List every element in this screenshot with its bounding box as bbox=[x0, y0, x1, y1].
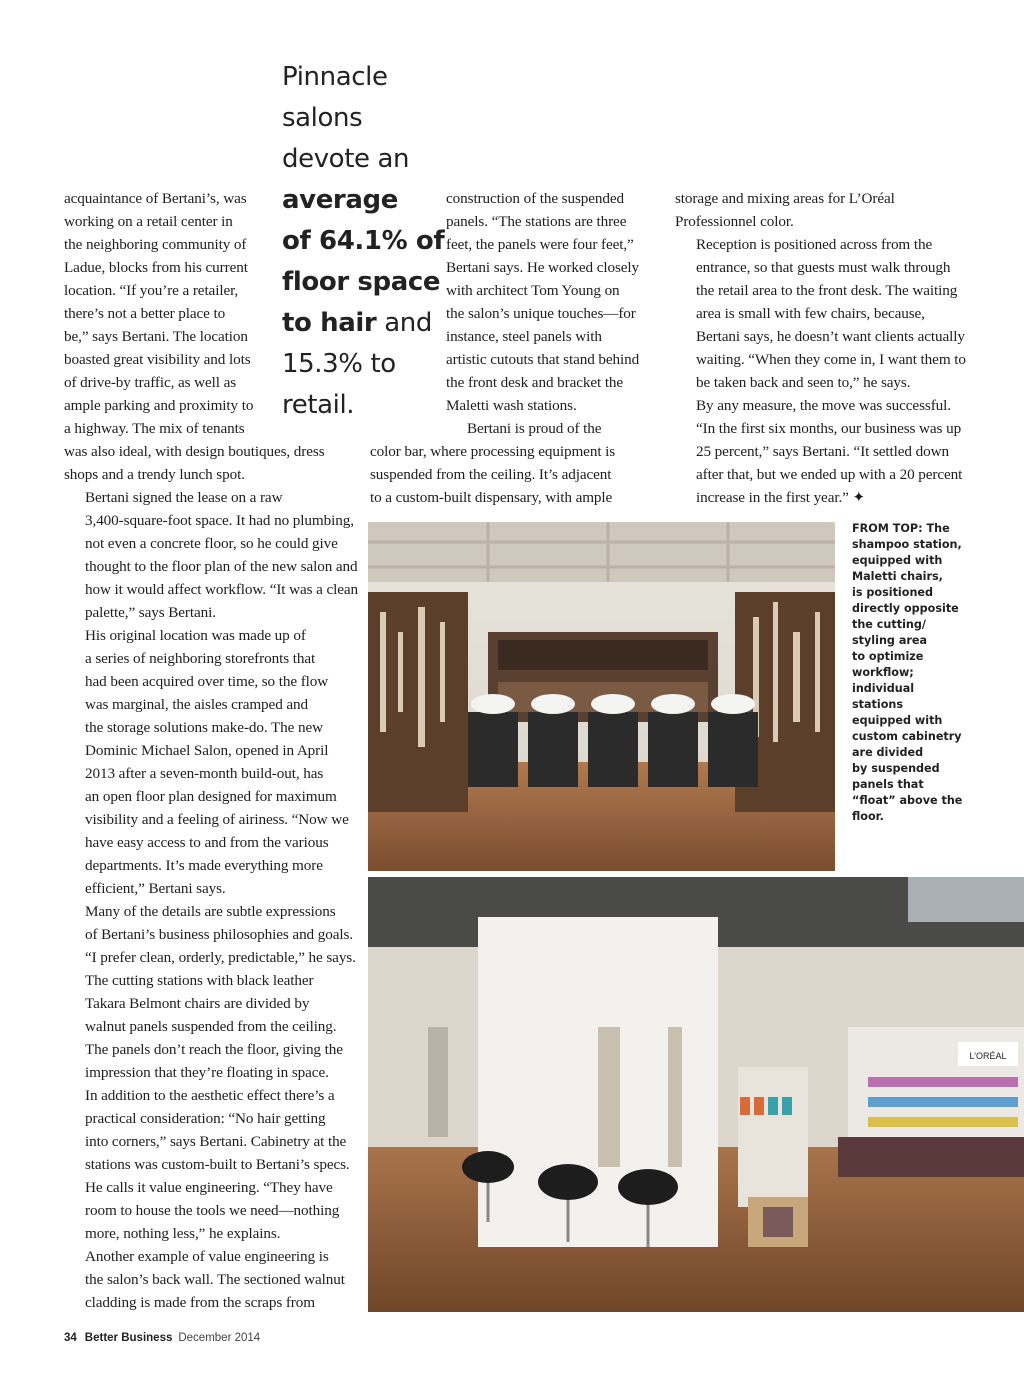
text-line: room to house the tools we need—nothing bbox=[85, 1202, 340, 1219]
pull-quote-emphasis: to hair bbox=[282, 308, 377, 338]
text-line: with architect Tom Young on bbox=[446, 282, 620, 299]
text-line: acquaintance of Bertani’s, was bbox=[64, 190, 247, 207]
text-line: feet, the panels were four feet,” bbox=[446, 236, 634, 253]
text-line: the salon’s back wall. The sectioned walnut bbox=[85, 1271, 345, 1288]
text-line: His original location was made up of bbox=[85, 627, 306, 644]
text-line: Dominic Michael Salon, opened in April bbox=[85, 742, 329, 759]
text-line: to a custom-built dispensary, with ample bbox=[370, 489, 613, 506]
text-line: an open floor plan designed for maximum bbox=[85, 788, 337, 805]
text-line: had been acquired over time, so the flow bbox=[85, 673, 329, 690]
text-line: color bar, where processing equipment is bbox=[370, 443, 616, 460]
caption-line: shampoo station, bbox=[852, 538, 962, 551]
paragraph bbox=[675, 233, 970, 394]
text-line: The cutting stations with black leather bbox=[85, 972, 314, 989]
text-line: there’s not a better place to bbox=[64, 305, 226, 322]
pull-quote-emphasis: average bbox=[282, 185, 398, 215]
text-line: into corners,” says Bertani. Cabinetry at the bbox=[85, 1133, 347, 1150]
text-line: Reception is positioned across from the bbox=[696, 236, 933, 253]
pull-quote-line: retail. bbox=[282, 390, 355, 420]
text-line: Many of the details are subtle expressions bbox=[85, 903, 336, 920]
text-line: be taken back and seen to,” he says. bbox=[696, 374, 911, 391]
text-line: 2013 after a seven-month build-out, has bbox=[85, 765, 324, 782]
text-line: storage and mixing areas for L’Oréal bbox=[675, 190, 895, 207]
text-line: Bertani signed the lease on a raw bbox=[85, 489, 283, 506]
salon-interior-photo bbox=[368, 877, 1024, 1312]
paragraph bbox=[64, 624, 354, 900]
text-line: Maletti wash stations. bbox=[446, 397, 577, 414]
text-line: 3,400-square-foot space. It had no plumbing, bbox=[85, 512, 354, 529]
text-line: after that, but we ended up with a 20 percent bbox=[696, 466, 963, 483]
caption-line: FROM TOP: The bbox=[852, 522, 950, 535]
text-line: “I prefer clean, orderly, predictable,” he says. bbox=[85, 949, 356, 966]
text-line: departments. It’s made everything more bbox=[85, 857, 323, 874]
paragraph bbox=[64, 1245, 354, 1314]
caption-line: floor. bbox=[852, 810, 884, 823]
pull-quote-line: salons bbox=[282, 103, 363, 133]
text-line: ample parking and proximity to bbox=[64, 397, 254, 414]
pull-quote-text: and bbox=[376, 308, 432, 338]
text-line: 25 percent,” says Bertani. “It settled down bbox=[696, 443, 949, 460]
caption-line: individual bbox=[852, 682, 915, 695]
text-line: impression that they’re floating in space. bbox=[85, 1064, 329, 1081]
text-line: the front desk and bracket the bbox=[446, 374, 624, 391]
text-line: location. “If you’re a retailer, bbox=[64, 282, 239, 299]
text-line: of Bertani’s business philosophies and goals. bbox=[85, 926, 354, 943]
paragraph bbox=[370, 187, 660, 509]
caption-line: stations bbox=[852, 698, 904, 711]
pull-quote-line: 15.3% to bbox=[282, 349, 396, 379]
text-line: shops and a trendy lunch spot. bbox=[64, 466, 245, 483]
text-line: the retail area to the front desk. The waiting bbox=[696, 282, 958, 299]
caption-line: equipped with bbox=[852, 554, 943, 567]
paragraph bbox=[64, 969, 354, 1245]
text-line: efficient,” Bertani says. bbox=[85, 880, 226, 897]
text-line: In addition to the aesthetic effect there’s a bbox=[85, 1087, 335, 1104]
loreal-sign: L’ORÉAL bbox=[969, 1051, 1007, 1061]
text-line: be,” says Bertani. The location bbox=[64, 328, 248, 345]
caption-line: “float” above the bbox=[852, 794, 963, 807]
text-line: He calls it value engineering. “They have bbox=[85, 1179, 333, 1196]
text-line: boasted great visibility and lots bbox=[64, 351, 251, 368]
caption-line: are divided bbox=[852, 746, 924, 759]
text-line: practical consideration: “No hair getting bbox=[85, 1110, 326, 1127]
text-line: was marginal, the aisles cramped and bbox=[85, 696, 309, 713]
text-line: a series of neighboring storefronts that bbox=[85, 650, 316, 667]
text-line: thought to the floor plan of the new salon and bbox=[85, 558, 358, 575]
caption-line: is positioned bbox=[852, 586, 934, 599]
text-line: working on a retail center in bbox=[64, 213, 233, 230]
text-line: increase in the first year.” ✦ bbox=[696, 489, 866, 506]
caption-line: styling area bbox=[852, 634, 928, 647]
caption-line: custom cabinetry bbox=[852, 730, 962, 743]
page-footer bbox=[64, 1332, 260, 1344]
text-line: Professionnel color. bbox=[675, 213, 794, 230]
caption-line: equipped with bbox=[852, 714, 943, 727]
text-line: the storage solutions make-do. The new bbox=[85, 719, 324, 736]
text-line: palette,” says Bertani. bbox=[85, 604, 216, 621]
caption-line: by suspended bbox=[852, 762, 940, 775]
text-line: Bertani says. He worked closely bbox=[446, 259, 640, 276]
text-line: of drive-by traffic, as well as bbox=[64, 374, 237, 391]
caption-line: directly opposite bbox=[852, 602, 959, 615]
text-line: waiting. “When they come in, I want them to bbox=[696, 351, 966, 368]
pull-quote-emphasis: floor space bbox=[282, 267, 441, 297]
article-column-2 bbox=[370, 187, 660, 509]
page-number: 34 bbox=[64, 1332, 77, 1344]
caption-line: the cutting/ bbox=[852, 618, 926, 631]
text-line: By any measure, the move was successful. bbox=[696, 397, 951, 414]
text-line: cladding is made from the scraps from bbox=[85, 1294, 315, 1311]
text-line: walnut panels suspended from the ceiling. bbox=[85, 1018, 337, 1035]
paragraph bbox=[675, 394, 970, 509]
magazine-name: Better Business bbox=[84, 1332, 173, 1344]
caption-line: panels that bbox=[852, 778, 924, 791]
pull-quote-line: Pinnacle bbox=[282, 62, 388, 92]
text-line: Ladue, blocks from his current bbox=[64, 259, 248, 276]
text-line: artistic cutouts that stand behind bbox=[446, 351, 640, 368]
paragraph bbox=[64, 187, 354, 486]
paragraph bbox=[64, 900, 354, 969]
text-line: Another example of value engineering is bbox=[85, 1248, 329, 1265]
text-line: have easy access to and from the various bbox=[85, 834, 329, 851]
text-line: “In the first six months, our business was up bbox=[696, 420, 962, 437]
text-line: Takara Belmont chairs are divided by bbox=[85, 995, 310, 1012]
article-column-1 bbox=[64, 187, 358, 1314]
caption-line: workflow; bbox=[852, 666, 914, 679]
shampoo-station-photo bbox=[368, 522, 835, 871]
text-line: entrance, so that guests must walk through bbox=[696, 259, 951, 276]
text-line: panels. “The stations are three bbox=[446, 213, 627, 230]
text-line: Bertani says, he doesn’t want clients actually bbox=[696, 328, 965, 345]
text-line: suspended from the ceiling. It’s adjacent bbox=[370, 466, 612, 483]
text-line: instance, steel panels with bbox=[446, 328, 602, 345]
text-line: not even a concrete floor, so he could give bbox=[85, 535, 338, 552]
text-line: was also ideal, with design boutiques, dress bbox=[64, 443, 325, 460]
text-line: construction of the suspended bbox=[446, 190, 625, 207]
text-line: stations was custom-built to Bertani’s specs. bbox=[85, 1156, 350, 1173]
text-line: the salon’s unique touches—for bbox=[446, 305, 636, 322]
text-line: how it would affect workflow. “It was a clean bbox=[85, 581, 358, 598]
text-line: the neighboring community of bbox=[64, 236, 247, 253]
paragraph bbox=[64, 486, 358, 624]
text-line: The panels don’t reach the floor, giving the bbox=[85, 1041, 343, 1058]
caption-line: Maletti chairs, bbox=[852, 570, 943, 583]
text-line: area is small with few chairs, because, bbox=[696, 305, 925, 322]
text-line: Bertani is proud of the bbox=[467, 420, 602, 437]
photo-caption bbox=[852, 521, 1017, 825]
text-line: visibility and a feeling of airiness. “Now we bbox=[85, 811, 349, 828]
text-line: more, nothing less,” he explains. bbox=[85, 1225, 281, 1242]
pull-quote-emphasis: of 64.1% of bbox=[282, 226, 445, 256]
pull-quote-line: devote an bbox=[282, 144, 410, 174]
caption-line: to optimize bbox=[852, 650, 924, 663]
article-column-3 bbox=[675, 187, 970, 509]
text-line: a highway. The mix of tenants bbox=[64, 420, 245, 437]
paragraph bbox=[675, 187, 970, 233]
issue-date: December 2014 bbox=[178, 1332, 261, 1344]
